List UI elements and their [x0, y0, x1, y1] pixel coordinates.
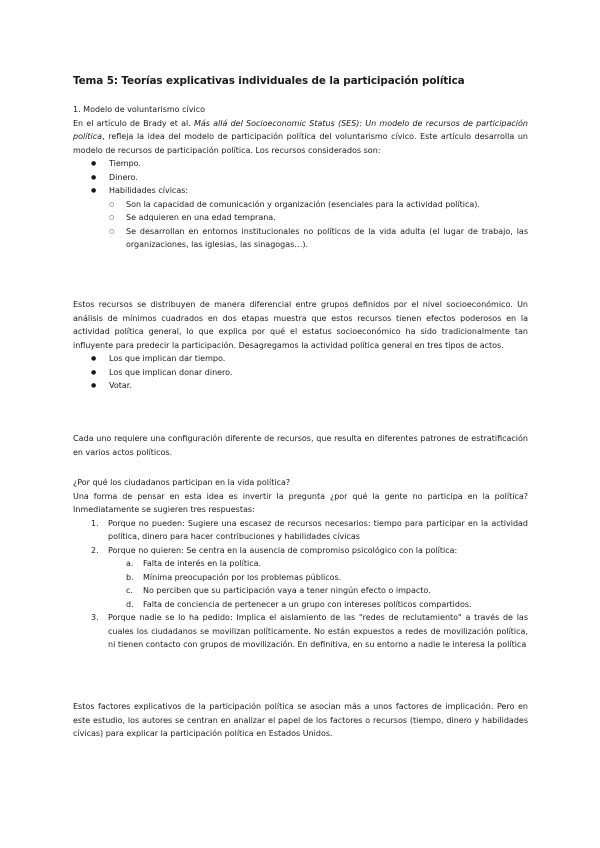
section-stratification — [73, 432, 528, 459]
list-item: ● Los que implican dar tiempo. — [91, 352, 528, 366]
political-acts-list — [73, 352, 528, 393]
item-letter: a. — [126, 559, 134, 568]
item-text: Falta de conciencia de pertenecer a un grupo con intereses políticos compartidos. — [143, 599, 472, 609]
document-title: Tema 5: Teorías explicativas individuales de la participación política — [73, 75, 465, 87]
list-item: ● Votar. — [91, 379, 528, 393]
intro-paragraph — [73, 117, 528, 158]
list-item: ● Tiempo. — [91, 157, 528, 171]
list-item: ● Habilidades cívicas: — [91, 184, 528, 198]
paragraph: Cada uno requiere una configuración diferente de recursos, que resulta en diferentes patrones de estratificación en varios actos políticos. — [73, 434, 528, 457]
resources-list — [73, 157, 528, 198]
civic-skills-list — [73, 198, 528, 252]
item-number: 2. — [91, 545, 99, 555]
item-text: Falta de interés en la política. — [143, 559, 262, 568]
list-item: ○ Se desarrollan en entornos institucionales no políticos de la vida adulta (el lugar de trabajo, las organizaciones, las iglesias, las sinagogas…). — [109, 225, 528, 252]
item-letter: c. — [126, 586, 133, 595]
section-conclusion — [73, 700, 528, 741]
item-number: 1. — [91, 518, 99, 528]
list-item — [126, 584, 528, 598]
section-distribution — [73, 298, 528, 393]
section-civic-voluntarism — [73, 103, 528, 252]
list-item — [126, 598, 528, 612]
list-item: ○ Se adquieren en una edad temprana. — [109, 211, 528, 225]
item-letter: b. — [126, 572, 134, 582]
question-heading: ¿Por qué los ciudadanos participan en la vida política? — [73, 478, 291, 487]
section-why-participate — [73, 476, 528, 652]
section-heading: 1. Modelo de voluntarismo cívico — [73, 105, 205, 114]
paragraph: Estos recursos se distribuyen de manera diferencial entre grupos definidos por el nivel socioeconómico. Un análisis de mínimos cuadrados en dos etapas muestra que estos recursos tienen efectos poderosos en la actividad política general, lo que explica por qué el estatus socioeconómico ha sido tradicionalmente tan influyente para predecir la participación. Desagregamos la actividad política general en tres tipos de actos. — [73, 300, 528, 350]
item-text: No perciben que su participación vaya a tener ningún efecto o impacto. — [143, 586, 431, 595]
article-title: Más allá del Socioeconomic Status (SES): Un modelo de recursos de participación política — [73, 118, 528, 141]
list-item: ● Dinero. — [91, 171, 528, 185]
item-number: 3. — [91, 613, 99, 622]
list-item — [91, 611, 528, 652]
paragraph: Una forma de pensar en esta idea es invertir la pregunta ¿por qué la gente no participa en la política? Inmediatamente se sugieren tres respuestas: — [73, 491, 528, 514]
reasons-list — [108, 557, 528, 611]
list-item — [126, 557, 528, 571]
intro-text-continued: , refleja la idea del modelo de participación política del voluntarismo cívico. Este artículo desarrolla un modelo de recursos de participación política. Los recursos considerados son: — [73, 132, 528, 155]
answers-list — [73, 517, 528, 652]
list-item — [91, 517, 528, 544]
paragraph: Estos factores explicativos de la participación política se asocian más a unos factores de implicación. Pero en este estudio, los autores se centran en analizar el papel de los factores o recursos (tiempo, dinero y habilidades cívicas) para explicar la participación política en Estados Unidos. — [73, 702, 528, 738]
item-letter: d. — [126, 599, 134, 609]
list-item — [91, 544, 528, 612]
item-text: Mínima preocupación por los problemas públicos. — [143, 572, 342, 582]
item-text: Porque no quieren: Se centra en la ausencia de compromiso psicológico con la política: — [108, 545, 458, 555]
item-text: Porque no pueden: Sugiere una escasez de recursos necesarios: tiempo para participar en la actividad política, dinero para hacer contribuciones y habilidades cívicas — [108, 518, 528, 541]
list-item: ○ Son la capacidad de comunicación y organización (esenciales para la actividad política). — [109, 198, 528, 212]
intro-text: En el artículo de Brady et al. — [73, 118, 194, 128]
item-text: Porque nadie se lo ha pedido: Implica el aislamiento de las "redes de reclutamiento" a través de las cuales los ciudadanos se movilizan políticamente. No están expuestos a redes de movilización política, ni tienen contacto con grupos de movilización. En definitiva, en su entorno a nadie le interesa la política — [108, 613, 528, 649]
list-item — [126, 571, 528, 585]
list-item: ● Los que implican donar dinero. — [91, 366, 528, 380]
